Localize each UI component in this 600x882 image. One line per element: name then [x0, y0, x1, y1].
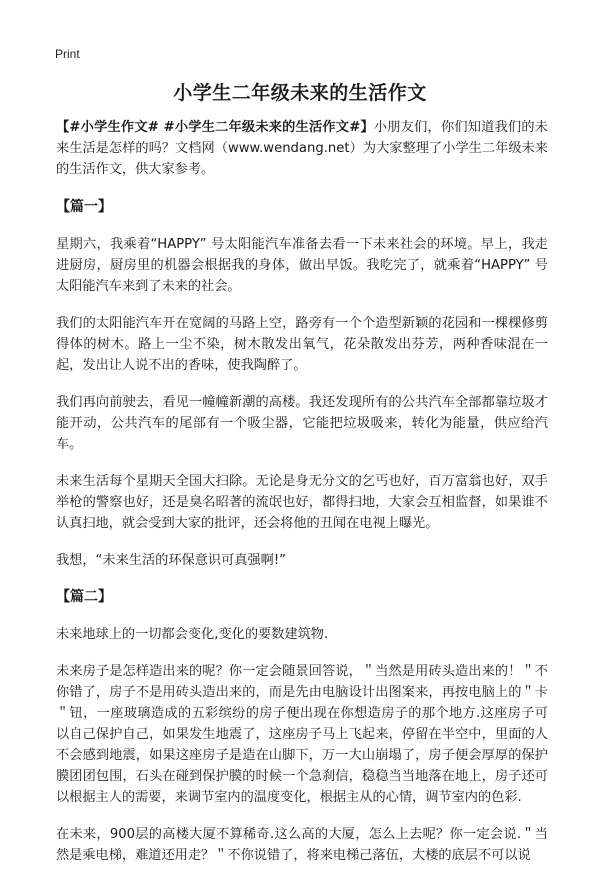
paragraph: 我们的太阳能汽车开在宽阔的马路上空，路旁有一个个造型新颖的花园和一棵棵修剪得体的树木。路上一尘不染，树木散发出氧气，花朵散发出芬芳，两种香味混在一起，发出让人说不出的香味，使我陶醉了。 [56, 316, 548, 373]
print-label[interactable]: Print [55, 47, 80, 61]
section-heading-1: 【篇一】 [56, 199, 112, 215]
intro-tag: 【#小学生作文# #小学生二年级未来的生活作文#】 [56, 120, 374, 135]
paragraph: 未来房子是怎样造出来的呢？你一定会随景回答说，＂当然是用砖头造出来的！＂不你错了，房子不是用砖头造出来的，而是先由电脑设计出图案来，再按电脑上的＂卡＂钮，一座玻璃造成的五彩缤纷的房子便出现在你想造房子的那个地方.这座房子可以自己保护自己，如果发生地震了，这座房子马上飞起来，停留在半空中，里面的人不会感到地震，如果这座房子是造在山脚下，万一大山崩塌了，房子便会厚厚的保护膜团团包围，石头在碰到保护膜的时候一个急刹信，稳稳当当地落在地上，房子还可以根据主人的需要，来调节室内的温度变化，根据主从的心情，调节室内的色彩. [56, 664, 548, 805]
paragraph: 未来地球上的一切都会变化,变化的要数建筑物. [56, 627, 329, 642]
section-heading-2: 【篇二】 [56, 589, 112, 605]
paragraph: 我想，“未来生活的环保意识可真强啊!” [56, 553, 286, 568]
paragraph: 星期六，我乘着“HAPPY” 号太阳能汽车准备去看一下未来社会的环境。早上，我走进厨房，厨房里的机器会根据我的身体，做出早饭。我吃完了，就乘着“HAPPY” 号太阳能汽车来到了未来的社会。 [56, 237, 548, 294]
paragraph: 未来生活每个星期天全国大扫除。无论是身无分文的乞丐也好，百万富翁也好，双手举枪的警察也好，还是臭名昭著的流氓也好，都得扫地，大家会互相监督，如果谁不认真扫地，就会受到大家的批评，还会将他的丑闻在电视上曝光。 [56, 474, 548, 531]
page-title: 小学生二年级未来的生活作文 [173, 82, 427, 104]
paragraph: 我们再向前驶去，看见一幢幢新潮的高楼。我还发现所有的公共汽车全部都靠垃圾才能开动，公共汽车的尾部有一个吸尘器，它能把垃圾吸来，转化为能量，供应给汽车。 [56, 395, 548, 452]
article-body [56, 117, 548, 882]
intro-paragraph [56, 117, 548, 180]
paragraph: 在未来，900层的高楼大厦不算稀奇.这么高的大厦，怎么上去呢？你一定会说.＂当然是乘电梯，难道还用走？＂不你说错了，将来电梯己落伍，大楼的底层不可以说 [56, 827, 548, 863]
intro-text: 小朋友们，你们知道我们的未来生活是怎样的吗？文档网（www.wendang.net）为大家整理了小学生二年级未来的生活作文，供大家参考。 [56, 120, 548, 177]
